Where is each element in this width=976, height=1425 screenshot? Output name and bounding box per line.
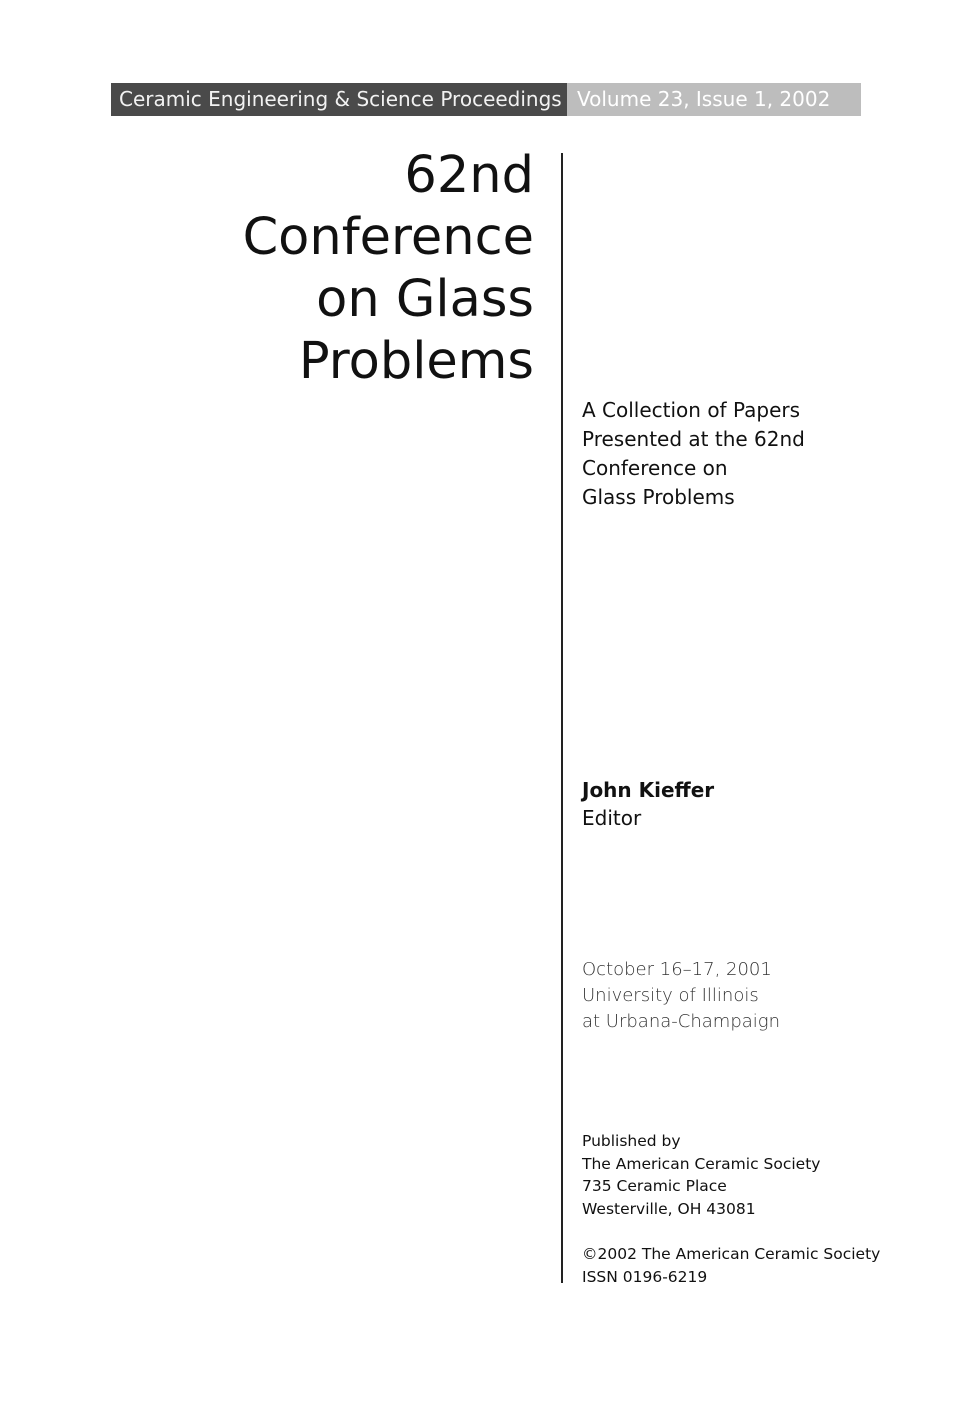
event-block <box>582 957 962 1035</box>
editor-role: Editor <box>582 806 642 830</box>
editor-name: John Kieffer <box>582 778 715 802</box>
vertical-divider <box>561 153 563 1283</box>
event-dates: October 16–17, 2001 <box>582 959 772 980</box>
event-venue: University of Illinois <box>582 985 759 1006</box>
publisher-line: 735 Ceramic Place <box>582 1177 727 1195</box>
series-title: Ceramic Engineering & Science Proceedings <box>111 83 567 116</box>
subtitle-line: A Collection of Papers <box>582 398 801 422</box>
subtitle-line: Presented at the 62nd <box>582 427 805 451</box>
subtitle <box>582 396 962 512</box>
publisher-line: Westerville, OH 43081 <box>582 1199 756 1218</box>
title-line: Problems <box>298 332 534 391</box>
event-location: at Urbana-Champaign <box>582 1011 780 1032</box>
page-title <box>114 145 534 393</box>
title-line: 62nd <box>404 146 534 205</box>
publisher-line: The American Ceramic Society <box>582 1154 821 1173</box>
header-bar <box>111 83 861 116</box>
publisher-line: Published by <box>582 1132 681 1150</box>
copyright-notice: ©2002 The American Ceramic Society <box>582 1245 881 1263</box>
publisher-block <box>582 1130 962 1220</box>
copyright-block <box>582 1243 962 1288</box>
title-line: Conference <box>242 208 534 267</box>
subtitle-line: Conference on <box>582 456 728 480</box>
issn: ISSN 0196-6219 <box>582 1267 708 1286</box>
subtitle-line: Glass Problems <box>582 485 735 509</box>
volume-issue: Volume 23, Issue 1, 2002 <box>567 83 861 116</box>
editor-block <box>582 776 962 832</box>
title-line: on Glass <box>316 270 534 329</box>
